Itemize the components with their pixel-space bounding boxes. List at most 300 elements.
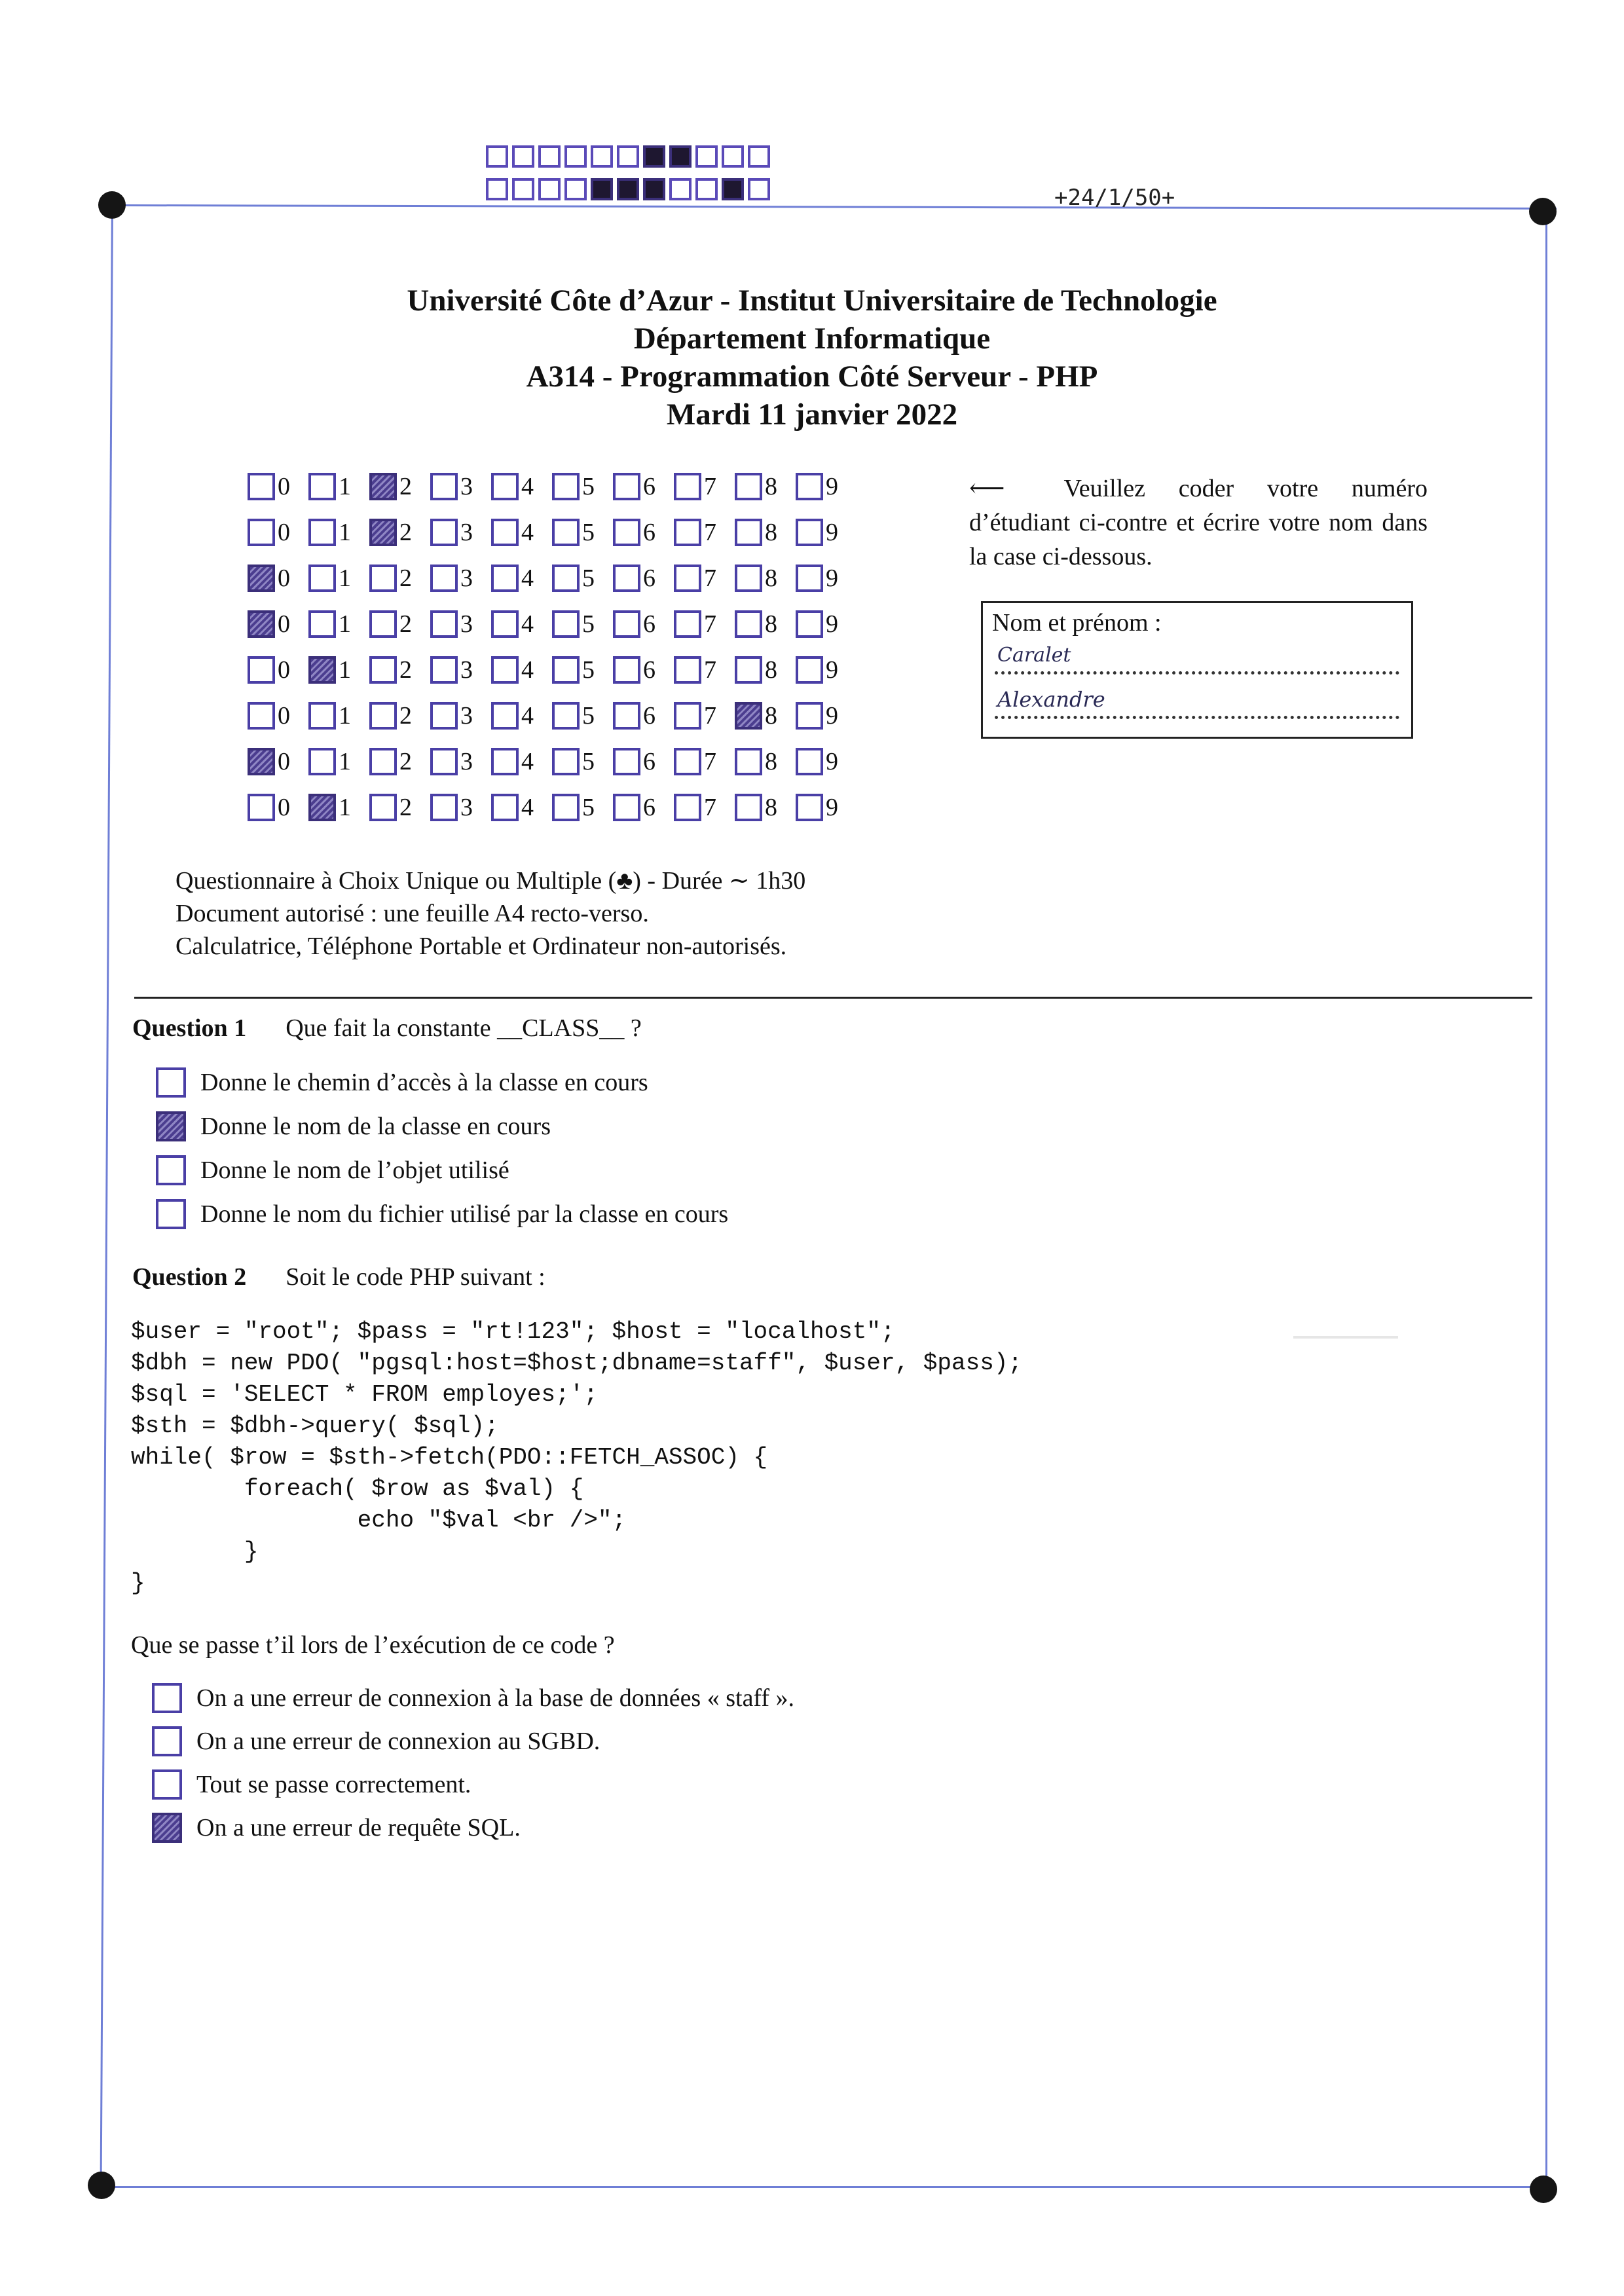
frame-bottom [101,2186,1545,2188]
digit-checkbox[interactable] [308,794,336,821]
handwritten-last-name: Caralet [997,644,1071,667]
digit-label: 8 [765,656,777,684]
student-id-cell [552,610,613,639]
student-id-cell [248,610,308,639]
digit-checkbox[interactable] [552,473,580,500]
code-line: $sql = 'SELECT * FROM employes;'; [131,1381,598,1408]
name-box[interactable] [981,601,1413,739]
student-id-cell [491,610,552,639]
digit-label: 1 [339,519,351,546]
digit-checkbox[interactable] [430,519,458,546]
student-id-cell [369,610,430,639]
student-id-cell [552,747,613,776]
digit-checkbox[interactable] [430,748,458,775]
digit-checkbox[interactable] [613,794,640,821]
digit-checkbox[interactable] [491,794,519,821]
student-id-cell [491,518,552,547]
name-dotted-line-2 [995,713,1399,719]
student-id-cell [674,472,735,501]
digit-checkbox[interactable] [248,610,275,638]
digit-checkbox[interactable] [369,794,397,821]
instructions-text: Veuillez coder votre numéro d’étudiant ci-contre et écrire votre nom dans la case ci-dessous. [969,475,1428,570]
answer-text: Donne le nom du fichier utilisé par la classe en cours [200,1200,729,1228]
digit-label: 6 [643,565,655,592]
barcode-cell [564,178,587,200]
answer-text: Donne le nom de l’objet utilisé [200,1157,509,1184]
answer-text: On a une erreur de requête SQL. [196,1814,521,1842]
digit-checkbox[interactable] [491,656,519,684]
digit-label: 5 [582,656,595,684]
barcode-cell [695,145,718,168]
student-id-row [248,785,857,830]
student-id-cell [674,793,735,822]
student-id-cell [796,701,857,730]
digit-label: 3 [460,656,473,684]
digit-label: 3 [460,565,473,592]
digit-label: 0 [278,610,290,638]
digit-checkbox[interactable] [308,519,336,546]
student-id-cell [796,610,857,639]
digit-checkbox[interactable] [796,656,823,684]
answer-option[interactable] [152,1813,521,1843]
frame-right [1545,210,1547,2187]
digit-checkbox[interactable] [674,748,701,775]
barcode-cell [748,178,770,200]
digit-label: 1 [339,748,351,775]
student-id-cell [613,701,674,730]
answer-option[interactable] [152,1683,794,1713]
student-id-cell [369,472,430,501]
student-id-cell [552,656,613,684]
digit-label: 4 [521,519,534,546]
student-id-cell [735,701,796,730]
digit-checkbox[interactable] [735,702,762,730]
digit-checkbox[interactable] [552,519,580,546]
digit-checkbox[interactable] [248,702,275,730]
answer-checkbox[interactable] [152,1683,182,1713]
barcode-cell [591,178,613,200]
student-id-cell [369,793,430,822]
exam-info-format: Questionnaire à Choix Unique ou Multiple (♣) - Durée ∼ 1h30 [175,867,806,895]
php-code-block [131,1316,1022,1599]
digit-label: 2 [399,473,412,500]
student-id-cell [613,656,674,684]
answer-checkbox[interactable] [156,1155,186,1185]
digit-checkbox[interactable] [369,610,397,638]
digit-label: 2 [399,565,412,592]
header-course: A314 - Programmation Côté Serveur - PHP [526,360,1098,394]
digit-label: 7 [704,794,716,821]
digit-checkbox[interactable] [491,610,519,638]
digit-label: 0 [278,794,290,821]
digit-checkbox[interactable] [735,473,762,500]
student-id-cell [552,701,613,730]
corner-mark-top-right [1529,198,1557,225]
digit-label: 5 [582,519,595,546]
digit-checkbox[interactable] [735,794,762,821]
student-id-cell [796,793,857,822]
digit-checkbox[interactable] [552,610,580,638]
digit-checkbox[interactable] [613,565,640,592]
corner-mark-bottom-right [1530,2176,1557,2203]
digit-label: 9 [826,473,838,500]
question-2-title [132,1263,545,1291]
digit-checkbox[interactable] [369,748,397,775]
barcode-cell [512,145,534,168]
student-id-row [248,693,857,739]
digit-checkbox[interactable] [430,702,458,730]
student-id-cell [248,656,308,684]
digit-label: 2 [399,794,412,821]
digit-label: 9 [826,519,838,546]
scan-smudge [1293,1336,1398,1339]
name-label: Nom et prénom : [992,609,1162,637]
digit-label: 5 [582,748,595,775]
student-id-cell [674,701,735,730]
answer-text: On a une erreur de connexion au SGBD. [196,1728,600,1755]
student-id-row [248,739,857,785]
digit-label: 3 [460,473,473,500]
digit-label: 1 [339,473,351,500]
digit-label: 8 [765,610,777,638]
exam-info-document: Document autorisé : une feuille A4 recto-verso. [175,900,649,927]
barcode-cell [748,145,770,168]
digit-label: 1 [339,565,351,592]
digit-checkbox[interactable] [308,748,336,775]
digit-label: 7 [704,702,716,730]
digit-label: 4 [521,748,534,775]
barcode-cell [538,178,561,200]
code-line: $sth = $dbh->query( $sql); [131,1413,499,1439]
barcode-cell [669,145,692,168]
digit-checkbox[interactable] [308,565,336,592]
digit-checkbox[interactable] [248,748,275,775]
student-id-cell [613,472,674,501]
frame-top [113,204,1557,210]
question-2-text: Soit le code PHP suivant : [286,1263,545,1291]
digit-checkbox[interactable] [796,473,823,500]
student-id-cell [735,793,796,822]
digit-checkbox[interactable] [248,656,275,684]
digit-checkbox[interactable] [552,565,580,592]
digit-label: 3 [460,519,473,546]
student-id-cell [552,472,613,501]
digit-checkbox[interactable] [491,565,519,592]
digit-label: 0 [278,748,290,775]
digit-checkbox[interactable] [796,748,823,775]
barcode-cell [512,178,534,200]
digit-label: 9 [826,748,838,775]
student-id-cell [674,656,735,684]
digit-checkbox[interactable] [491,473,519,500]
answer-checkbox[interactable] [152,1813,182,1843]
answer-checkbox[interactable] [152,1726,182,1756]
corner-mark-bottom-left [88,2172,115,2199]
digit-checkbox[interactable] [308,656,336,684]
digit-checkbox[interactable] [674,610,701,638]
digit-label: 2 [399,610,412,638]
digit-checkbox[interactable] [613,702,640,730]
student-id-cell [613,564,674,593]
digit-label: 1 [339,656,351,684]
digit-checkbox[interactable] [248,473,275,500]
student-id-cell [735,472,796,501]
student-id-row [248,509,857,555]
barcode-cell [643,145,665,168]
student-id-cell [308,472,369,501]
digit-checkbox[interactable] [552,702,580,730]
code-line: echo "$val <br />"; [131,1507,627,1534]
barcode-cell [643,178,665,200]
digit-label: 6 [643,610,655,638]
code-line: while( $row = $sth->fetch(PDO::FETCH_ASSOC) { [131,1444,768,1471]
student-id-cell [308,656,369,684]
answer-text: On a une erreur de connexion à la base de données « staff ». [196,1684,795,1712]
student-id-cell [613,610,674,639]
student-id-cell [674,747,735,776]
student-id-cell [248,518,308,547]
answer-checkbox[interactable] [156,1111,186,1141]
student-id-cell [430,472,491,501]
student-id-cell [248,472,308,501]
student-id-cell [491,564,552,593]
student-id-grid [248,464,857,830]
digit-checkbox[interactable] [735,565,762,592]
student-id-cell [552,793,613,822]
digit-label: 2 [399,656,412,684]
digit-checkbox[interactable] [248,519,275,546]
digit-label: 4 [521,610,534,638]
student-id-cell [796,747,857,776]
digit-checkbox[interactable] [369,656,397,684]
student-id-cell [430,564,491,593]
barcode-cell [722,178,744,200]
student-id-cell [674,610,735,639]
barcode-cell [617,178,639,200]
digit-label: 0 [278,473,290,500]
barcode-cell [695,178,718,200]
digit-label: 5 [582,473,595,500]
header-date: Mardi 11 janvier 2022 [666,398,958,432]
student-id-row [248,555,857,601]
answer-option[interactable] [152,1726,600,1756]
student-id-cell [735,610,796,639]
student-id-cell [430,747,491,776]
digit-label: 7 [704,473,716,500]
digit-label: 5 [582,794,595,821]
student-id-cell [308,793,369,822]
digit-checkbox[interactable] [430,656,458,684]
digit-checkbox[interactable] [735,748,762,775]
digit-label: 2 [399,748,412,775]
digit-checkbox[interactable] [613,748,640,775]
barcode-cell [538,145,561,168]
digit-checkbox[interactable] [796,610,823,638]
question-2-prompt: Que se passe t’il lors de l’exécution de ce code ? [131,1631,615,1659]
digit-label: 7 [704,519,716,546]
student-id-cell [369,701,430,730]
student-id-cell [613,518,674,547]
digit-checkbox[interactable] [674,702,701,730]
student-id-row [248,601,857,647]
digit-label: 4 [521,702,534,730]
digit-checkbox[interactable] [735,656,762,684]
student-id-cell [369,656,430,684]
digit-checkbox[interactable] [552,656,580,684]
digit-checkbox[interactable] [796,565,823,592]
student-id-cell [796,518,857,547]
digit-label: 6 [643,656,655,684]
digit-checkbox[interactable] [491,519,519,546]
answer-option[interactable] [156,1199,728,1229]
digit-label: 0 [278,565,290,592]
student-id-cell [735,564,796,593]
student-id-cell [248,747,308,776]
student-id-cell [308,747,369,776]
student-id-cell [735,518,796,547]
student-id-cell [369,747,430,776]
digit-checkbox[interactable] [369,473,397,500]
barcode-row-1 [486,145,770,168]
digit-label: 9 [826,794,838,821]
digit-label: 8 [765,702,777,730]
barcode-cell [564,145,587,168]
digit-checkbox[interactable] [613,610,640,638]
digit-checkbox[interactable] [674,473,701,500]
digit-checkbox[interactable] [613,519,640,546]
digit-checkbox[interactable] [369,702,397,730]
instructions [969,472,1428,574]
student-id-cell [430,793,491,822]
digit-checkbox[interactable] [369,519,397,546]
answer-text: Donne le chemin d’accès à la classe en cours [200,1069,648,1096]
digit-label: 0 [278,656,290,684]
student-id-cell [430,518,491,547]
student-id-cell [308,610,369,639]
digit-label: 6 [643,748,655,775]
barcode-cell [486,145,508,168]
answer-option[interactable] [156,1111,551,1141]
digit-label: 2 [399,702,412,730]
digit-label: 9 [826,610,838,638]
code-line: } [131,1570,145,1597]
digit-checkbox[interactable] [674,565,701,592]
student-id-cell [430,656,491,684]
digit-label: 8 [765,794,777,821]
digit-label: 2 [399,519,412,546]
digit-checkbox[interactable] [248,794,275,821]
digit-label: 5 [582,565,595,592]
name-dotted-line-1 [995,669,1399,675]
digit-label: 9 [826,565,838,592]
student-id-cell [735,747,796,776]
question-2-label: Question 2 [132,1263,247,1291]
digit-checkbox[interactable] [369,565,397,592]
separator [134,997,1532,999]
digit-checkbox[interactable] [491,748,519,775]
header-university: Université Côte d’Azur - Institut Universitaire de Technologie [407,284,1217,318]
student-id-row [248,647,857,693]
digit-label: 7 [704,656,716,684]
code-line: $dbh = new PDO( "pgsql:host=$host;dbname=staff", $user, $pass); [131,1350,1023,1377]
digit-label: 4 [521,473,534,500]
digit-checkbox[interactable] [674,656,701,684]
student-id-cell [491,701,552,730]
answer-checkbox[interactable] [156,1067,186,1098]
barcode-row-2 [486,178,770,200]
digit-checkbox[interactable] [674,519,701,546]
digit-label: 6 [643,519,655,546]
code-line: $user = "root"; $pass = "rt!123"; $host = "localhost"; [131,1318,895,1345]
digit-checkbox[interactable] [735,610,762,638]
digit-checkbox[interactable] [430,565,458,592]
exam-info-devices: Calculatrice, Téléphone Portable et Ordinateur non-autorisés. [175,933,787,960]
digit-label: 9 [826,702,838,730]
student-id-cell [796,472,857,501]
digit-checkbox[interactable] [430,794,458,821]
question-1-title [132,1014,642,1043]
exam-info [175,864,805,963]
digit-label: 3 [460,748,473,775]
digit-checkbox[interactable] [796,794,823,821]
digit-checkbox[interactable] [796,702,823,730]
digit-checkbox[interactable] [430,473,458,500]
answer-option[interactable] [156,1067,648,1098]
student-id-cell [491,472,552,501]
digit-checkbox[interactable] [308,473,336,500]
student-id-cell [430,610,491,639]
digit-checkbox[interactable] [552,794,580,821]
page-code: +24/1/50+ [1054,185,1175,211]
digit-label: 3 [460,610,473,638]
answer-option[interactable] [152,1769,471,1800]
digit-checkbox[interactable] [735,519,762,546]
digit-label: 6 [643,794,655,821]
answer-checkbox[interactable] [152,1769,182,1800]
digit-checkbox[interactable] [613,473,640,500]
student-id-cell [674,518,735,547]
student-id-cell [308,564,369,593]
digit-checkbox[interactable] [248,565,275,592]
student-id-cell [369,518,430,547]
digit-checkbox[interactable] [674,794,701,821]
answer-checkbox[interactable] [156,1199,186,1229]
digit-checkbox[interactable] [430,610,458,638]
corner-mark-top-left [98,191,126,219]
digit-checkbox[interactable] [308,702,336,730]
digit-label: 7 [704,748,716,775]
handwritten-first-name: Alexandre [997,687,1105,712]
student-id-cell [491,747,552,776]
digit-label: 5 [582,610,595,638]
digit-label: 4 [521,565,534,592]
student-id-cell [613,793,674,822]
exam-header [0,282,1624,434]
digit-label: 3 [460,794,473,821]
barcode-cell [591,145,613,168]
digit-label: 8 [765,473,777,500]
digit-checkbox[interactable] [613,656,640,684]
digit-label: 0 [278,702,290,730]
digit-checkbox[interactable] [308,610,336,638]
barcode-cell [486,178,508,200]
student-id-cell [552,518,613,547]
digit-checkbox[interactable] [491,702,519,730]
answer-option[interactable] [156,1155,509,1185]
student-id-cell [308,701,369,730]
digit-checkbox[interactable] [796,519,823,546]
digit-checkbox[interactable] [552,748,580,775]
